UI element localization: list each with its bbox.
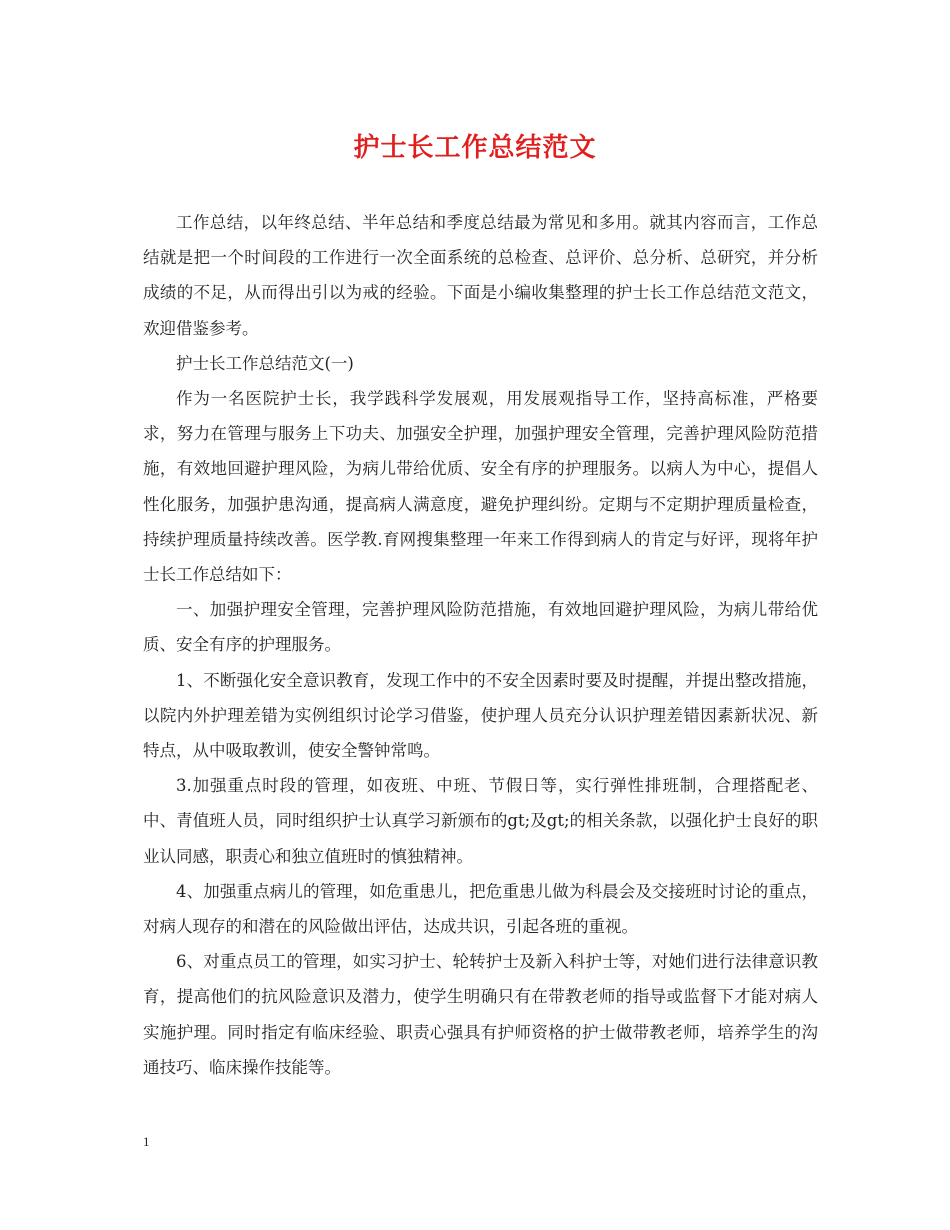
paragraph: 一、加强护理安全管理，完善护理风险防范措施，有效地回避护理风险，为病儿带给优质、安全有序的护理服务。 xyxy=(143,600,818,655)
section-heading: 护士长工作总结范文(一) xyxy=(176,353,354,373)
document-title: 护士长工作总结范文 xyxy=(353,133,597,163)
document-body xyxy=(143,205,818,1085)
paragraph: 3.加强重点时段的管理，如夜班、中班、节假日等，实行弹性排班制，合理搭配老、中、青值班人员，同时组织护士认真学习新颁布的gt;及gt;的相关条款，以强化护士良好的职业认同感，职责心和独立值班时的慎独精神。 xyxy=(143,776,818,866)
paragraph: 4、加强重点病儿的管理，如危重患儿，把危重患儿做为科晨会及交接班时讨论的重点，对病人现存的和潜在的风险做出评估，达成共识，引起各班的重视。 xyxy=(143,881,818,937)
paragraph: 工作总结，以年终总结、半年总结和季度总结最为常见和多用。就其内容而言，工作总结就是把一个时间段的工作进行一次全面系统的总检查、总评价、总分析、总研究，并分析成绩的不足，从而得出引以为戒的经验。下面是小编收集整理的护士长工作总结范文范文，欢迎借鉴参考。 xyxy=(143,213,818,338)
paragraph: 1、不断强化安全意识教育，发现工作中的不安全因素时要及时提醒，并提出整改措施，以院内外护理差错为实例组织讨论学习借鉴，使护理人员充分认识护理差错因素新状况、新特点，从中吸取教训，使安全警钟常鸣。 xyxy=(143,670,818,761)
page-number: 1 xyxy=(143,1134,150,1149)
paragraph: 作为一名医院护士长，我学践科学发展观，用发展观指导工作，坚持高标准，严格要求，努力在管理与服务上下功夫、加强安全护理，加强护理安全管理，完善护理风险防范措施，有效地回避护理风险，为病儿带给优质、安全有序的护理服务。以病人为中心，提倡人性化服务，加强护患沟通，提高病人满意度，避免护理纠纷。定期与不定期护理质量检查，持续护理质量持续改善。医学教.育网搜集整理一年来工作得到病人的肯定与好评，现将年护士长工作总结如下： xyxy=(143,389,818,585)
paragraph: 6、对重点员工的管理，如实习护士、轮转护士及新入科护士等，对她们进行法律意识教育，提高他们的抗风险意识及潜力，使学生明确只有在带教老师的指导或监督下才能对病人实施护理。同时指定有临床经验、职责心强具有护师资格的护士做带教老师，培养学生的沟通技巧、临床操作技能等。 xyxy=(143,952,818,1077)
